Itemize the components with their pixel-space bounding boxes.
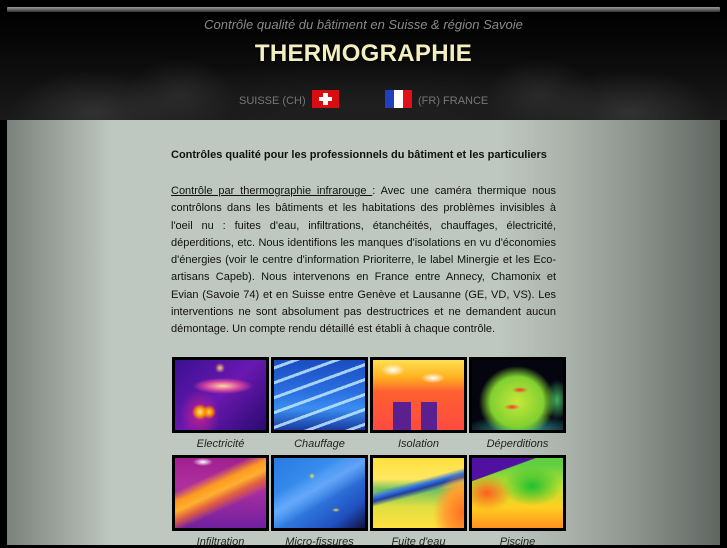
gallery-item-fuite-eau[interactable] bbox=[370, 455, 467, 548]
thermal-image-chauffage[interactable] bbox=[271, 357, 368, 433]
thermal-image-micro-fissures[interactable] bbox=[271, 455, 368, 531]
lead-separator: : bbox=[372, 185, 376, 197]
gallery-item-infiltration[interactable] bbox=[172, 455, 269, 548]
main-content bbox=[171, 149, 556, 339]
site-title[interactable]: THERMOGRAPHIE bbox=[254, 40, 473, 67]
language-label-swiss: SUISSE (CH) bbox=[239, 95, 306, 107]
language-link-swiss[interactable] bbox=[239, 90, 339, 108]
gallery-item-piscine[interactable] bbox=[469, 455, 566, 548]
gallery-caption: Isolation bbox=[398, 438, 439, 450]
gallery-caption: Déperditions bbox=[486, 438, 549, 450]
thermal-image-fuite-eau[interactable] bbox=[370, 455, 467, 531]
language-link-france[interactable] bbox=[385, 90, 488, 108]
thermography-link[interactable]: Contrôle par thermographie infrarouge bbox=[171, 185, 373, 197]
site-subtitle: Contrôle qualité du bâtiment en Suisse & région Savoie bbox=[204, 17, 523, 32]
gallery-caption: Chauffage bbox=[294, 438, 345, 450]
gallery-caption: Infiltration bbox=[196, 536, 245, 548]
thermal-image-electricite[interactable] bbox=[172, 357, 269, 433]
gallery-caption: Piscine bbox=[499, 536, 536, 548]
language-label-france: (FR) FRANCE bbox=[418, 95, 489, 107]
gallery-caption: Micro-fissures bbox=[285, 536, 354, 548]
gallery-item-chauffage[interactable] bbox=[271, 357, 368, 450]
gallery-item-electricite[interactable] bbox=[172, 357, 269, 450]
intro-body-text: Avec une caméra thermique nous contrôlons dans les bâtiments et les habitations des problèmes invisibles à l'oeil nu : fuites d'eau, infiltrations, étanchéités, chauffages, électricité, déperditions, etc. Nous identifions les manques d'isolations en vu d'économies d'énergies (voir le centre d'information Prioriterre, le label Minergie et les Eco-artisans Capeb). Nous intervenons en France entre Annecy, Chamonix et Evian (Savoie 74) et en Suisse entre Genève et Lausanne (GE, VD, VS). Les interventions ne sont absolument pas destructrices et ne demandent aucun démontage. Un compte rendu détaillé est établi à chaque contrôle. bbox=[171, 185, 556, 336]
intro-paragraph bbox=[171, 183, 556, 339]
thermal-image-isolation[interactable] bbox=[370, 357, 467, 433]
gallery-item-micro-fissures[interactable] bbox=[271, 455, 368, 548]
thermal-image-deperditions[interactable] bbox=[469, 357, 566, 433]
page-heading: Contrôles qualité pour les professionnels du bâtiment et les particuliers bbox=[171, 149, 547, 161]
site-header bbox=[0, 12, 727, 120]
swiss-flag-icon[interactable] bbox=[312, 90, 339, 108]
french-flag-icon[interactable] bbox=[385, 90, 412, 108]
thermal-image-infiltration[interactable] bbox=[172, 455, 269, 531]
gallery-item-deperditions[interactable] bbox=[469, 357, 566, 450]
gallery-caption: Electricité bbox=[196, 438, 245, 450]
gallery-caption: Fuite d'eau bbox=[391, 536, 446, 548]
gallery-item-isolation[interactable] bbox=[370, 357, 467, 450]
thermal-image-piscine[interactable] bbox=[469, 455, 566, 531]
